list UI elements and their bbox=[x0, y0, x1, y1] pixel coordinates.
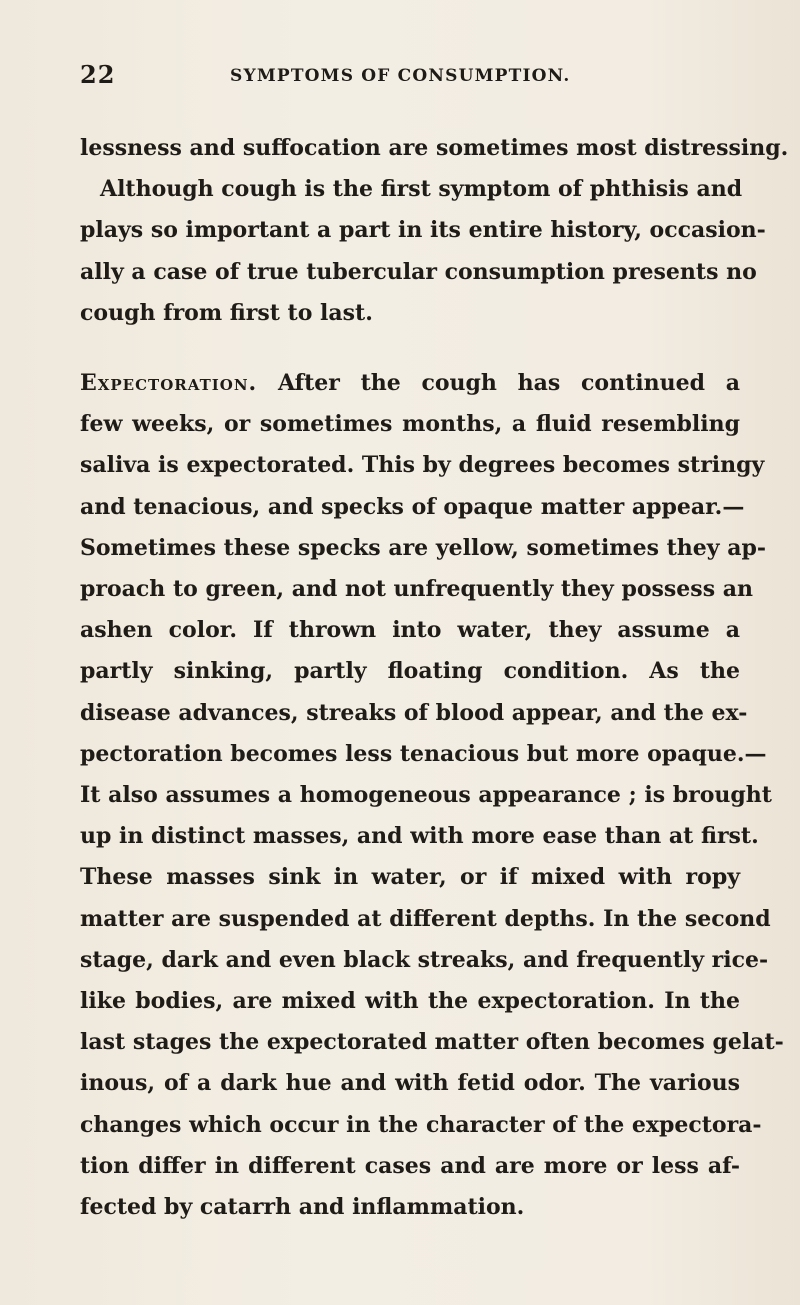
page-header bbox=[80, 60, 740, 100]
text-line: and tenacious, and specks of opaque matter appear.— bbox=[80, 493, 745, 520]
section-heading: Expectoration. bbox=[80, 370, 258, 397]
text-line: ashen color. If thrown into water, they assume a bbox=[80, 617, 740, 644]
text-line: plays so important a part in its entire history, occasion- bbox=[80, 217, 766, 244]
text-line-content: After the cough has continued a bbox=[277, 370, 740, 397]
text-line: These masses sink in water, or if mixed with ropy bbox=[80, 864, 740, 891]
text-line: changes which occur in the character of the expectora- bbox=[80, 1111, 762, 1138]
text-line: matter are suspended at different depths. In the second bbox=[80, 905, 771, 932]
text-line: few weeks, or sometimes months, a fluid resembling bbox=[80, 411, 740, 438]
paragraph-gap bbox=[80, 334, 740, 363]
text-line: like bodies, are mixed with the expectoration. In the bbox=[80, 988, 740, 1015]
text-line: last stages the expectorated matter often becomes gelat- bbox=[80, 1029, 784, 1056]
text-line: up in distinct masses, and with more ease than at first. bbox=[80, 823, 759, 850]
text-line: Although cough is the first symptom of phthisis and bbox=[100, 176, 743, 203]
text-line: partly sinking, partly floating condition. As the bbox=[80, 658, 740, 685]
text-line: cough from first to last. bbox=[80, 299, 373, 326]
text-line: fected by catarrh and inflammation. bbox=[80, 1194, 525, 1221]
text-line: It also assumes a homogeneous appearance ; is brought bbox=[80, 782, 772, 809]
body-text bbox=[80, 128, 789, 1228]
text-line: stage, dark and even black streaks, and frequently rice- bbox=[80, 946, 769, 973]
text-line: tion differ in different cases and are more or less af- bbox=[80, 1152, 740, 1179]
text-line bbox=[80, 363, 740, 404]
text-line: saliva is expectorated. This by degrees becomes stringy bbox=[80, 452, 765, 479]
running-head: SYMPTOMS OF CONSUMPTION. bbox=[230, 66, 571, 86]
text-line: proach to green, and not unfrequently they possess an bbox=[80, 576, 753, 603]
text-line: inous, of a dark hue and with fetid odor. The various bbox=[80, 1070, 740, 1097]
text-line: pectoration becomes less tenacious but more opaque.— bbox=[80, 740, 767, 767]
text-line: lessness and suffocation are sometimes most distressing. bbox=[80, 135, 789, 161]
text-line: ally a case of true tubercular consumption presents no bbox=[80, 258, 757, 285]
text-line: Sometimes these specks are yellow, sometimes they ap- bbox=[80, 534, 766, 561]
page-number: 22 bbox=[80, 60, 116, 89]
text-line: disease advances, streaks of blood appear, and the ex- bbox=[80, 699, 748, 726]
